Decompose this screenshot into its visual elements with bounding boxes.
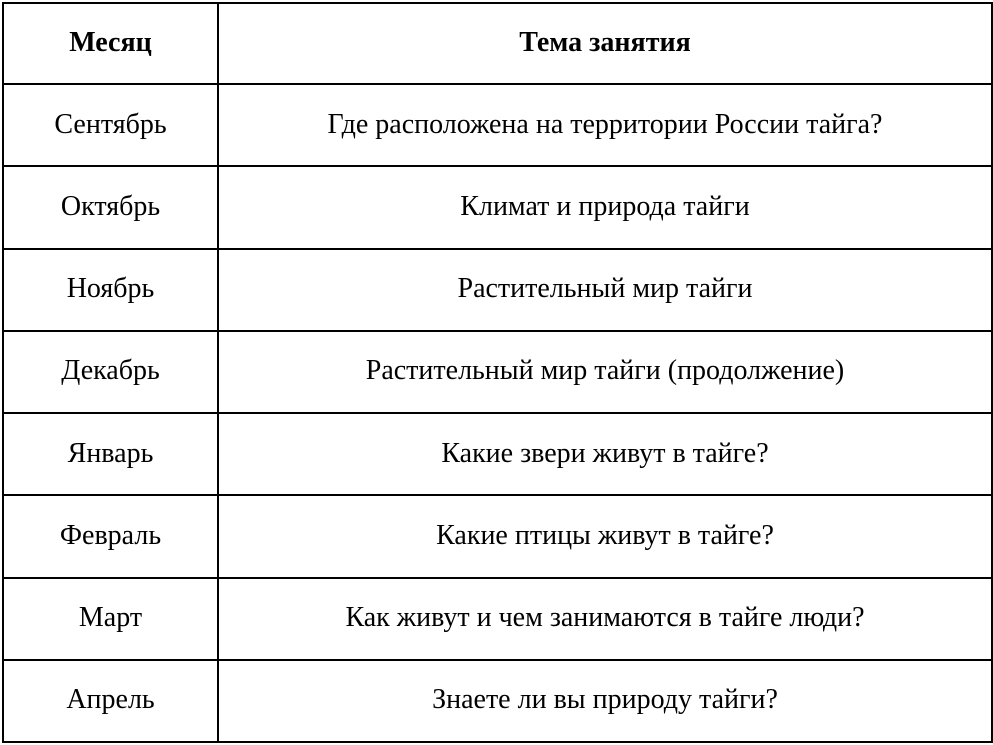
month-cell: Декабрь (3, 331, 218, 413)
month-cell: Март (3, 578, 218, 660)
topic-cell: Как живут и чем занимаются в тайге люди? (218, 578, 992, 660)
schedule-table (2, 2, 993, 743)
month-cell: Октябрь (3, 166, 218, 248)
month-cell: Январь (3, 413, 218, 495)
table-row (3, 578, 992, 660)
topic-cell: Растительный мир тайги (продолжение) (218, 331, 992, 413)
month-cell: Сентябрь (3, 84, 218, 166)
topic-cell: Где расположена на территории России тайга? (218, 84, 992, 166)
month-cell: Апрель (3, 660, 218, 742)
month-cell: Февраль (3, 495, 218, 577)
table-row (3, 660, 992, 742)
month-cell: Ноябрь (3, 249, 218, 331)
topic-cell: Знаете ли вы природу тайги? (218, 660, 992, 742)
table-row (3, 84, 992, 166)
header-month: Месяц (3, 3, 218, 84)
table-header-row (3, 3, 992, 84)
topic-cell: Растительный мир тайги (218, 249, 992, 331)
table-row (3, 249, 992, 331)
topic-cell: Какие птицы живут в тайге? (218, 495, 992, 577)
table-row (3, 331, 992, 413)
header-topic: Тема занятия (218, 3, 992, 84)
table-row (3, 495, 992, 577)
topic-cell: Климат и природа тайги (218, 166, 992, 248)
table-row (3, 166, 992, 248)
topic-cell: Какие звери живут в тайге? (218, 413, 992, 495)
table-row (3, 413, 992, 495)
